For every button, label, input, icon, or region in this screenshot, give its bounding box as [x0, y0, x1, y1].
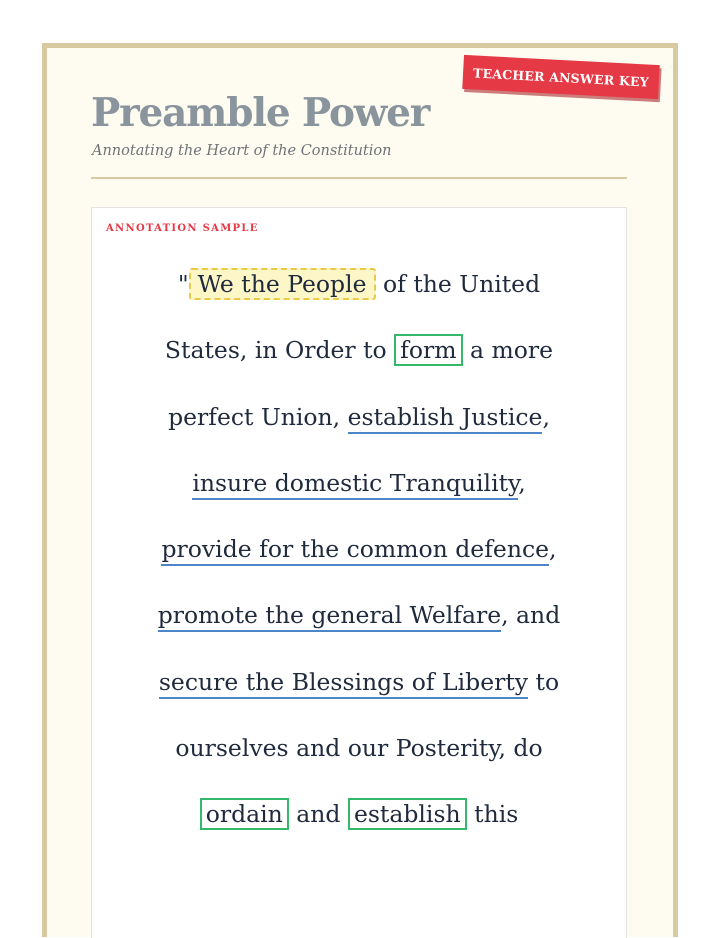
text-segment: of the United — [375, 270, 541, 298]
boxed-verb: form — [394, 334, 462, 366]
text-segment: this — [466, 800, 519, 829]
teacher-answer-key-stamp: TEACHER ANSWER KEY — [462, 55, 660, 99]
text-line-2 — [102, 317, 616, 383]
worksheet-page — [42, 43, 678, 937]
text-line-4 — [102, 450, 616, 516]
highlighted-phrase: We the People — [189, 268, 376, 300]
underlined-goal: promote the general Welfare — [158, 601, 501, 632]
text-segment: , and — [501, 601, 561, 630]
text-line-3 — [102, 384, 616, 450]
text-segment: , — [549, 535, 557, 564]
text-line-1 — [102, 251, 616, 317]
underlined-goal: establish Justice — [348, 403, 543, 434]
text-segment: ourselves and our Posterity, do — [175, 734, 543, 763]
text-segment: a more — [462, 336, 554, 365]
boxed-verb: establish — [348, 798, 467, 830]
text-segment: " — [177, 270, 189, 298]
text-segment: , — [542, 402, 550, 431]
text-line-7 — [102, 649, 616, 715]
page-subtitle: Annotating the Heart of the Constitution — [92, 143, 392, 159]
annotation-sample-card — [91, 207, 627, 938]
text-segment: , — [518, 468, 526, 497]
preamble-text — [102, 251, 616, 848]
underlined-goal: insure domestic Tranquility — [192, 469, 518, 500]
boxed-verb: ordain — [200, 798, 289, 830]
underlined-goal: secure the Blessings of Liberty — [159, 668, 528, 699]
text-line-6 — [102, 582, 616, 648]
page-title: Preamble Power — [91, 90, 430, 136]
underlined-goal: provide for the common defence — [161, 535, 549, 566]
text-line-5 — [102, 516, 616, 582]
text-segment: States, in Order to — [164, 336, 395, 365]
text-segment: perfect Union, — [168, 402, 348, 431]
card-label: ANNOTATION SAMPLE — [106, 223, 259, 234]
text-segment: and — [288, 800, 348, 829]
text-segment: to — [528, 667, 560, 696]
text-line-9 — [102, 781, 616, 847]
header-divider — [91, 177, 627, 179]
text-line-8 — [102, 715, 616, 781]
